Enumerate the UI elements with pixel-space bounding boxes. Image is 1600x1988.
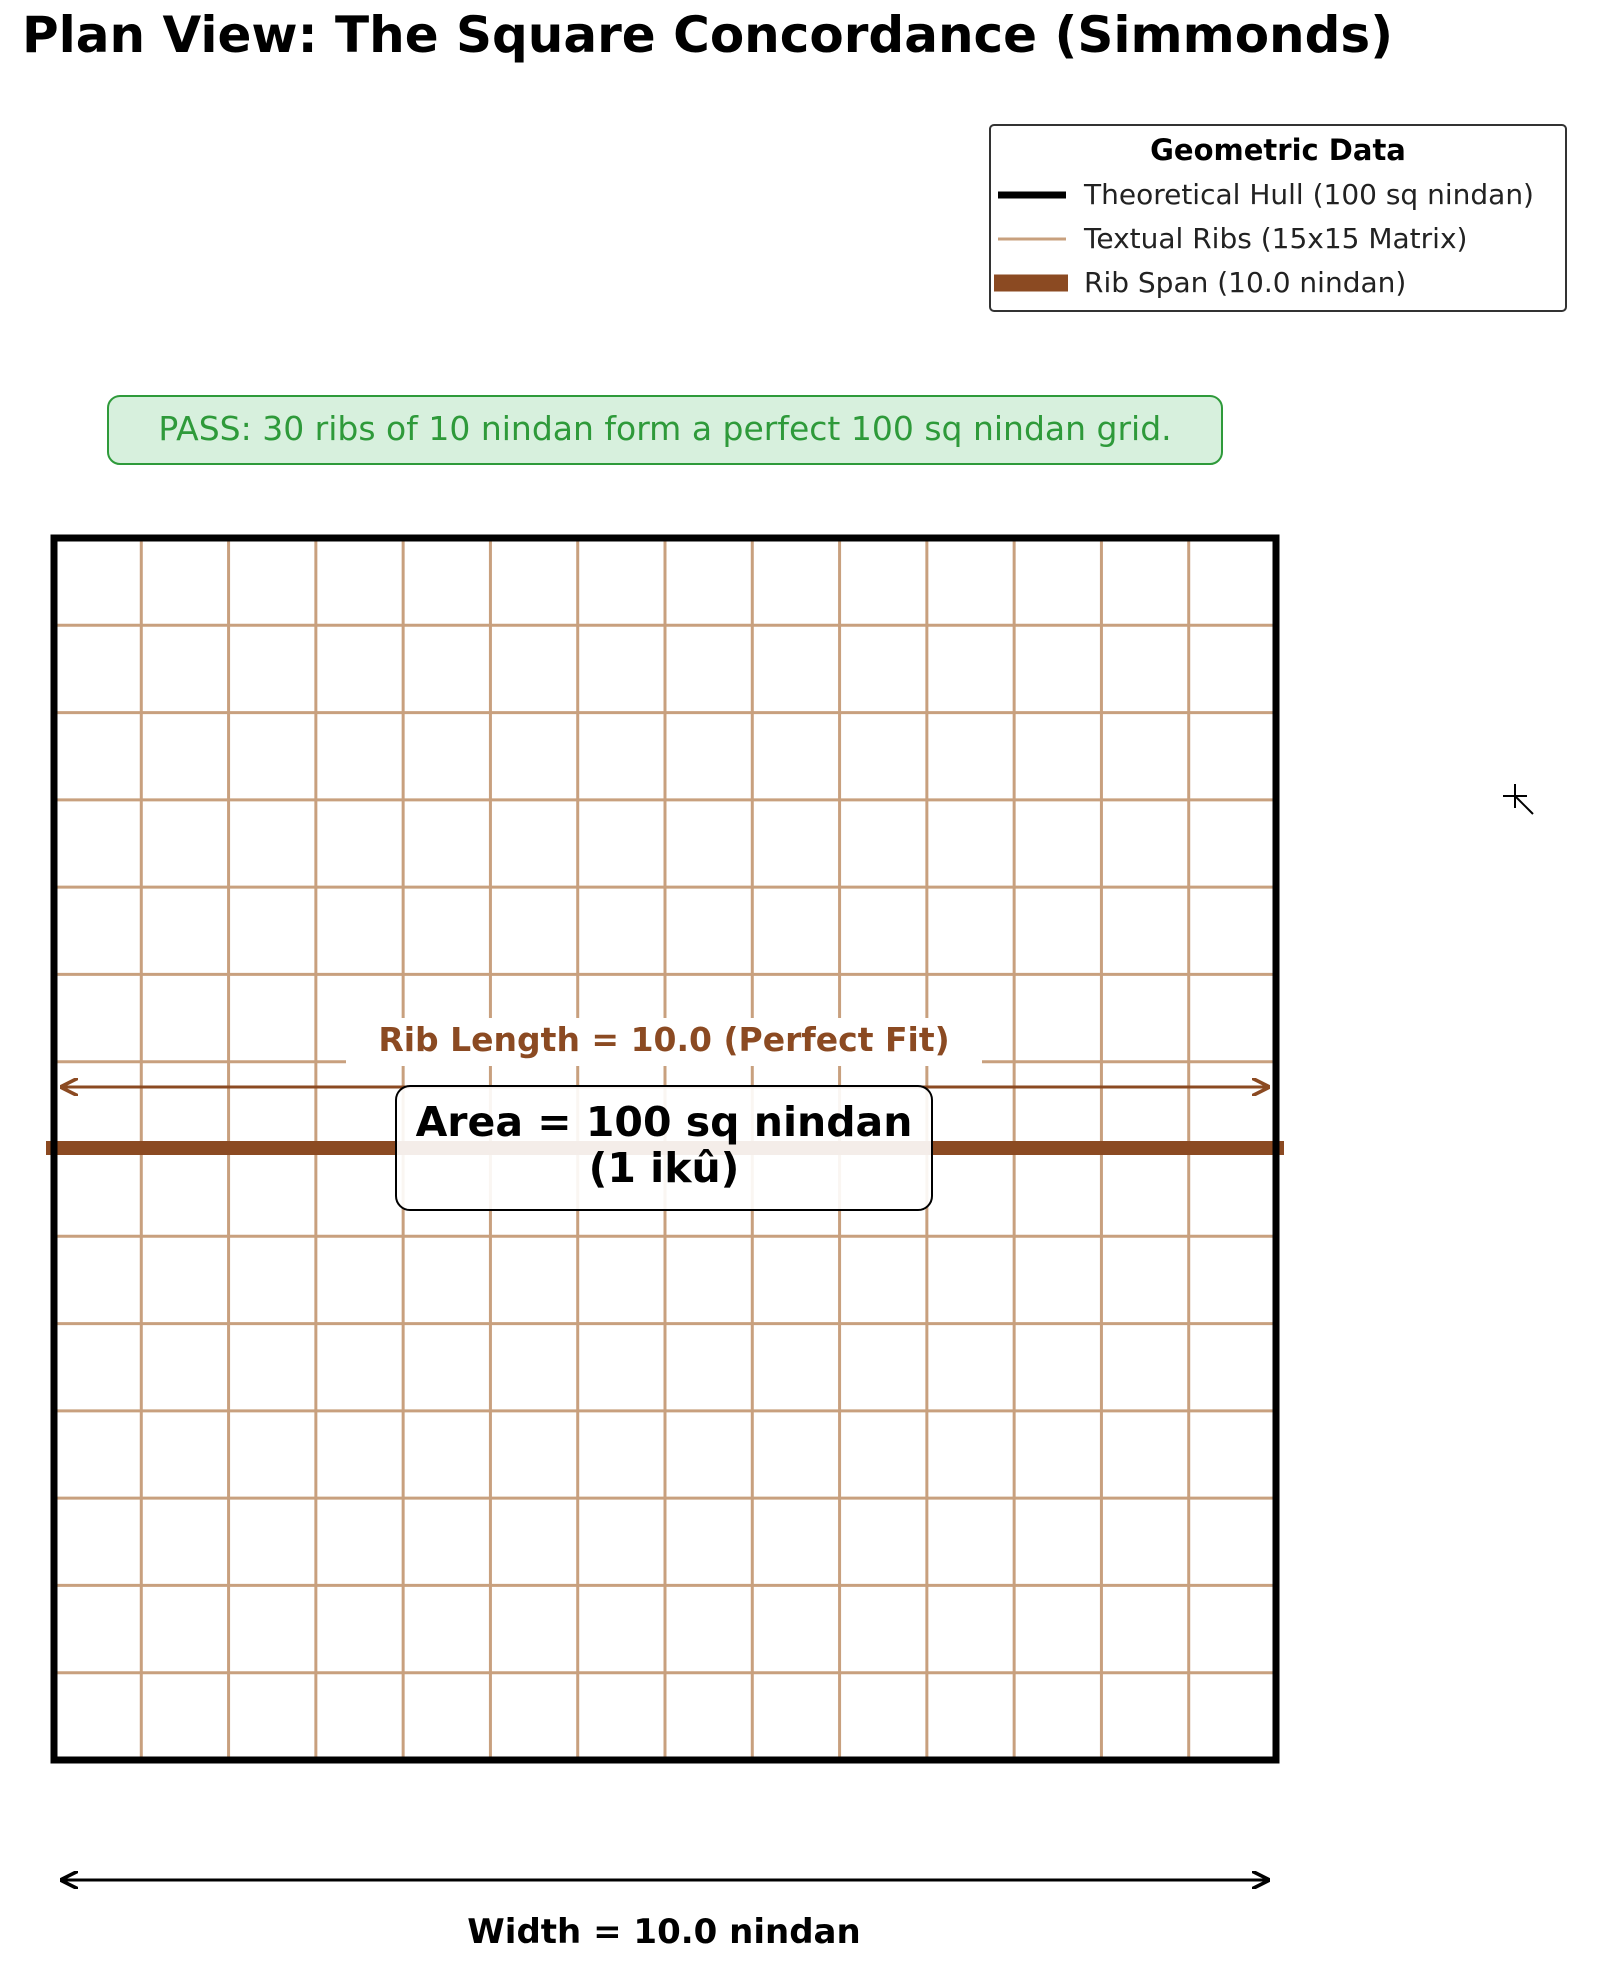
legend — [990, 125, 1566, 311]
page-title: Plan View: The Square Concordance (Simmonds) — [22, 6, 1394, 64]
pass-banner — [108, 396, 1222, 464]
legend-label-ribs: Textual Ribs (15x15 Matrix) — [1084, 222, 1468, 255]
rib-length-label: Rib Length = 10.0 (Perfect Fit) — [378, 1020, 950, 1059]
legend-title: Geometric Data — [1150, 133, 1406, 167]
legend-label-hull: Theoretical Hull (100 sq nindan) — [1084, 178, 1534, 211]
pass-banner-text: PASS: 30 ribs of 10 nindan form a perfect 100 sq nindan grid. — [158, 409, 1172, 448]
width-label: Width = 10.0 nindan — [467, 1912, 861, 1952]
move-cursor-icon — [1497, 776, 1545, 824]
legend-label-span: Rib Span (10.0 nindan) — [1084, 266, 1407, 299]
area-label-line2: (1 ikû) — [588, 1144, 740, 1192]
area-label-line1: Area = 100 sq nindan — [415, 1098, 913, 1146]
